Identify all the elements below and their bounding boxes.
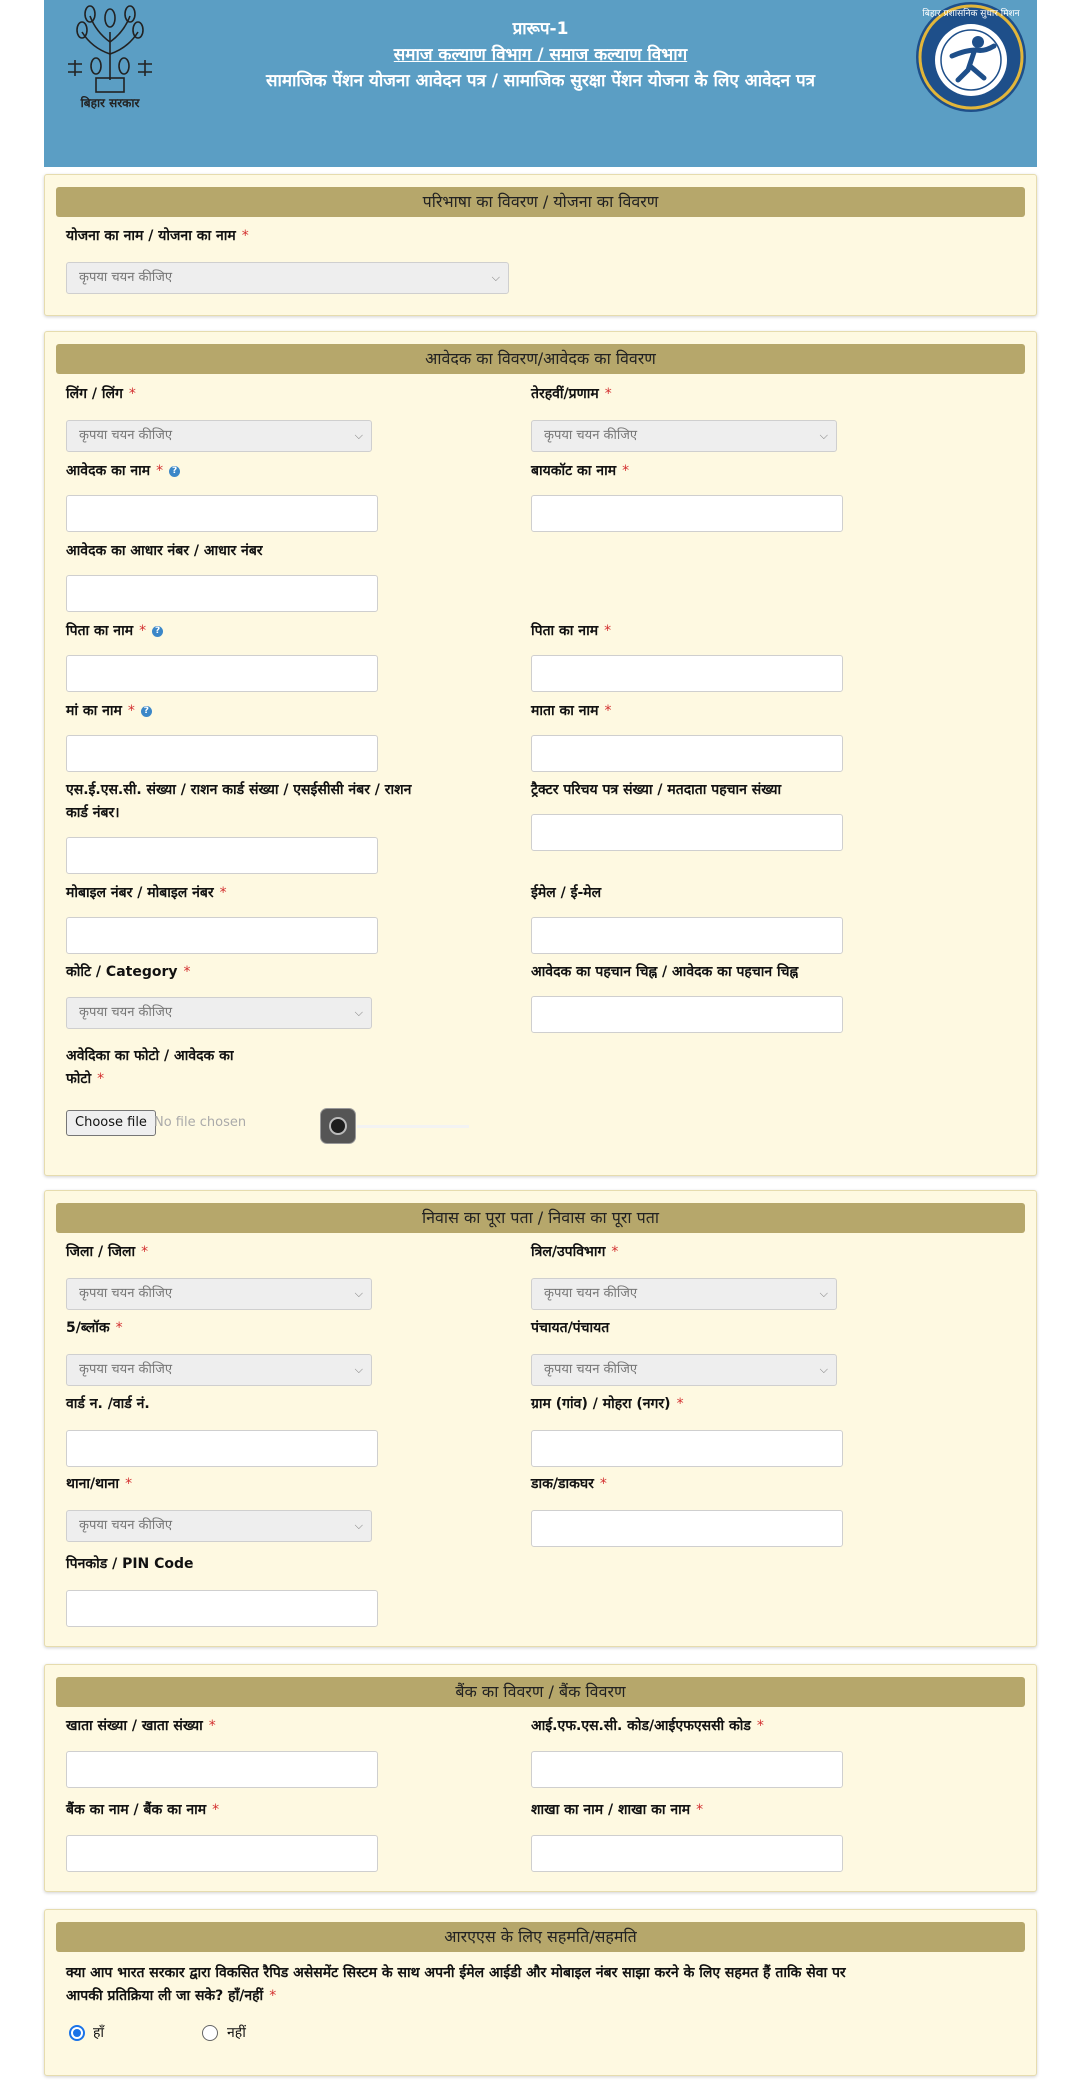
salutation-select[interactable]: कृपया चयन कीजिए ⌵ (531, 420, 837, 452)
gender-select[interactable]: कृपया चयन कीजिए ⌵ (66, 420, 372, 452)
consent-yes-label[interactable]: हाँ (93, 2025, 105, 2041)
help-icon[interactable]: ? (152, 626, 163, 637)
bank-section (44, 1664, 1037, 1892)
photo-slider[interactable] (357, 1125, 469, 1128)
post-office-input[interactable] (531, 1510, 843, 1547)
aadhaar-label: आवेदक का आधार नंबर / आधार नंबर (66, 543, 263, 559)
mobile-label: मोबाइल नंबर / मोबाइल नंबर * (66, 885, 227, 901)
block-label: 5/ब्लॉक * (66, 1320, 123, 1336)
chevron-down-icon: ⌵ (819, 1363, 828, 1376)
help-icon[interactable]: ? (169, 466, 180, 477)
village-input[interactable] (531, 1430, 843, 1467)
chevron-down-icon: ⌵ (354, 1287, 363, 1300)
pin-code-label: पिनकोड / PIN Code (66, 1556, 194, 1572)
form-number: प्रारूप-1 (512, 19, 569, 39)
camera-lens (329, 1117, 347, 1135)
chevron-down-icon: ⌵ (819, 429, 828, 442)
reform-mission-seal-icon (914, 0, 1028, 114)
photo-label: अवेदिका का फोटो / आवेदक का फोटो * (66, 1048, 234, 1087)
email-label: ईमेल / ई-मेल (531, 885, 602, 901)
category-select[interactable]: कृपया चयन कीजिए ⌵ (66, 997, 372, 1029)
applicant-name-label: आवेदक का नाम * ? (66, 460, 180, 483)
ifsc-label: आई.एफ.एस.सी. कोड/आईएफएससी कोड * (531, 1718, 764, 1734)
mobile-input[interactable] (66, 917, 378, 954)
bank-section-title: बैंक का विवरण / बैंक विवरण (56, 1677, 1025, 1707)
aadhaar-input[interactable] (66, 575, 378, 612)
branch-name-label: शाखा का नाम / शाखा का नाम * (531, 1802, 704, 1818)
scheme-section-title: परिभाषा का विवरण / योजना का विवरण (56, 187, 1025, 217)
gender-label: लिंग / लिंग * (66, 386, 136, 402)
bank-name-input[interactable] (66, 1835, 378, 1872)
ration-card-label: एस.ई.एस.सी. संख्या / राशन कार्ड संख्या / एसईसीसी नंबर / राशन कार्ड नंबर। (66, 782, 412, 821)
account-number-label: खाता संख्या / खाता संख्या * (66, 1718, 216, 1734)
seal-text: बिहार प्रशासनिक सुधार मिशन (922, 9, 1020, 19)
bank-name-label: बैंक का नाम / बैंक का नाम * (66, 1802, 220, 1818)
pin-code-input[interactable] (66, 1590, 378, 1627)
mother-name-input[interactable] (66, 735, 378, 772)
village-label: ग्राम (गांव) / मोहरा (नगर) * (531, 1396, 684, 1412)
chevron-down-icon: ⌵ (819, 1287, 828, 1300)
page-title: सामाजिक पेंशन योजना आवेदन पत्र / सामाजिक सुरक्षा पेंशन योजना के लिए आवेदन पत्र (265, 71, 816, 91)
scheme-section (44, 174, 1037, 316)
subdivision-label: त्रिल/उपविभाग * (531, 1244, 619, 1260)
chevron-down-icon: ⌵ (354, 1519, 363, 1532)
district-select[interactable]: कृपया चयन कीजिए ⌵ (66, 1278, 372, 1310)
consent-no-radio[interactable] (202, 2025, 218, 2041)
panchayat-select[interactable]: कृपया चयन कीजिए ⌵ (531, 1354, 837, 1386)
consent-question: क्या आप भारत सरकार द्वारा विकसित रैपिड असेसमेंट सिस्टम के साथ अपनी ईमेल आईडी और मोबाइल नंबर साझा करने के लिए सहमत हैं ताकि सेवा पर आपकी प्रतिक्रिया ली जा सके? हाँ/नहीं * (66, 1965, 846, 2004)
scheme-name-label: योजना का नाम / योजना का नाम * (66, 228, 249, 244)
ration-card-input[interactable] (66, 837, 378, 874)
police-station-label: थाना/थाना * (66, 1476, 133, 1492)
salutation-label: तेरहवीं/प्रणाम * (531, 386, 612, 402)
father-name-label-2: पिता का नाम * (531, 623, 612, 639)
applicant-name-input[interactable] (66, 495, 378, 532)
district-label: जिला / जिला * (66, 1244, 149, 1260)
chevron-down-icon: ⌵ (354, 1006, 363, 1019)
emblem-caption: बिहार सरकार (80, 96, 140, 110)
voter-id-input[interactable] (531, 814, 843, 851)
post-office-label: डाक/डाकघर * (531, 1476, 607, 1492)
applicant-section (44, 331, 1037, 1176)
id-mark-input[interactable] (531, 996, 843, 1033)
chevron-down-icon: ⌵ (354, 429, 363, 442)
boycott-name-input[interactable] (531, 495, 843, 532)
mother-name-input-2[interactable] (531, 735, 843, 772)
consent-yes-radio[interactable] (69, 2025, 85, 2041)
ward-input[interactable] (66, 1430, 378, 1467)
mother-name-label-2: माता का नाम * (531, 703, 612, 719)
ward-label: वार्ड न. /वार्ड नं. (66, 1396, 150, 1412)
ifsc-input[interactable] (531, 1751, 843, 1788)
consent-section (44, 1909, 1037, 2076)
page-header (44, 0, 1037, 167)
consent-no-label[interactable]: नहीं (227, 2025, 246, 2041)
account-number-input[interactable] (66, 1751, 378, 1788)
consent-section-title: आरएएस के लिए सहमति/सहमति (56, 1922, 1025, 1952)
email-input[interactable] (531, 917, 843, 954)
form-page (44, 0, 1037, 2041)
father-name-label: पिता का नाम * ? (66, 620, 163, 643)
scheme-name-select[interactable]: कृपया चयन कीजिए ⌵ (66, 262, 509, 294)
department-link[interactable]: समाज कल्याण विभाग / समाज कल्याण विभाग (393, 45, 688, 65)
branch-name-input[interactable] (531, 1835, 843, 1872)
camera-icon[interactable] (320, 1108, 356, 1144)
police-station-select[interactable]: कृपया चयन कीजिए ⌵ (66, 1510, 372, 1542)
chevron-down-icon: ⌵ (491, 271, 500, 284)
voter-id-label: ट्रैक्टर परिचय पत्र संख्या / मतदाता पहचान संख्या (531, 782, 782, 798)
chevron-down-icon: ⌵ (354, 1363, 363, 1376)
help-icon[interactable]: ? (141, 706, 152, 717)
father-name-input-2[interactable] (531, 655, 843, 692)
id-mark-label: आवेदक का पहचान चिह्न / आवेदक का पहचान चिह्न (531, 964, 799, 980)
subdivision-select[interactable]: कृपया चयन कीजिए ⌵ (531, 1278, 837, 1310)
address-section-title: निवास का पूरा पता / निवास का पूरा पता (56, 1203, 1025, 1233)
address-section (44, 1190, 1037, 1647)
photo-file-status: No file chosen (154, 1115, 247, 1130)
mother-name-label: मां का नाम * ? (66, 700, 152, 723)
boycott-name-label: बायकॉट का नाम * (531, 463, 630, 479)
panchayat-label: पंचायत/पंचायत (531, 1320, 610, 1336)
applicant-section-title: आवेदक का विवरण/आवेदक का विवरण (56, 344, 1025, 374)
category-label: कोटि / Category * (66, 964, 191, 980)
photo-file-button[interactable]: Choose file (66, 1110, 156, 1136)
father-name-input[interactable] (66, 655, 378, 692)
block-select[interactable]: कृपया चयन कीजिए ⌵ (66, 1354, 372, 1386)
